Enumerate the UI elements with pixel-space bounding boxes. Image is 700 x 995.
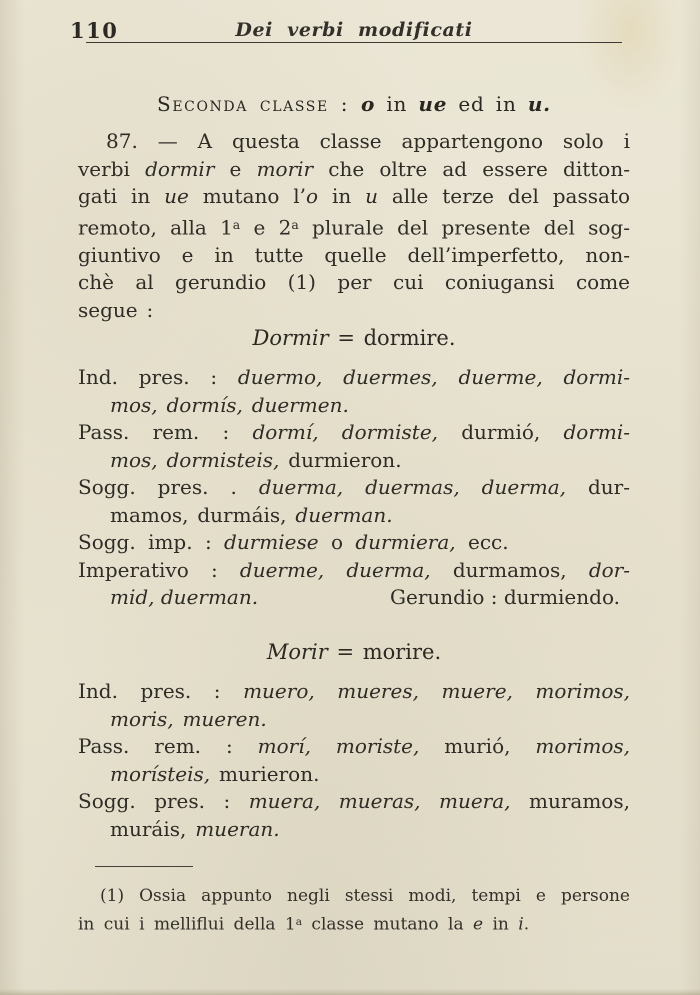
page-number: 110 <box>70 18 119 43</box>
split-right <box>390 584 620 612</box>
text-segment: dur- <box>566 475 630 499</box>
italic-text: Dormir <box>252 326 329 350</box>
italic-text: dormir <box>145 156 215 181</box>
text-segment: muráis, <box>110 816 196 841</box>
text-segment: giuntivo e in tutte quelle dell’imperfetto, non- <box>78 242 630 267</box>
text-segment: durmamos, <box>430 557 589 582</box>
text-line <box>78 297 630 325</box>
text-line <box>78 788 630 816</box>
italic-text: o <box>306 184 319 208</box>
page-header <box>70 16 630 44</box>
conjugation-morir <box>78 678 630 843</box>
conjugation-dormir <box>78 364 630 612</box>
italic-text: morí, moriste, <box>257 734 420 758</box>
text-segment: Ind. pres. : <box>78 679 244 703</box>
text-line <box>78 156 630 184</box>
italic-text: ue <box>418 92 448 116</box>
section-heading <box>78 92 630 122</box>
text-line <box>78 364 630 392</box>
text-line <box>78 733 630 761</box>
italic-text: muera, mueras, muera, <box>248 789 511 813</box>
text-segment: o <box>318 530 356 554</box>
italic-text: dormi- <box>563 420 630 444</box>
verb-title-dormir <box>78 326 630 356</box>
superscript-text: a <box>232 216 241 232</box>
text-line <box>78 419 630 447</box>
text-line <box>78 584 630 612</box>
text-line <box>78 816 630 844</box>
text-line <box>78 447 630 475</box>
italic-text: Morir <box>266 640 328 664</box>
text-segment: mutano l’ <box>188 184 307 208</box>
italic-text: ue <box>164 184 189 208</box>
italic-text: e <box>473 914 484 935</box>
italic-text: duermo, duermes, duerme, dormi- <box>237 365 631 389</box>
text-line <box>78 884 630 910</box>
text-segment: Pass. rem. : <box>78 420 253 444</box>
text-line <box>78 502 630 530</box>
italic-text: dormí, dormiste, <box>252 420 439 444</box>
italic-text: o <box>361 92 376 116</box>
footnote <box>78 884 630 938</box>
text-segment: segue : <box>78 297 154 322</box>
text-segment: plurale del presente del sog- <box>298 215 630 240</box>
text-segment: Sogg. imp. : <box>78 530 225 554</box>
italic-text: duerman. <box>295 502 393 527</box>
footnote-rule <box>95 866 193 867</box>
text-line <box>78 557 630 585</box>
italic-text: i <box>518 914 524 935</box>
text-segment: = dormire. <box>328 326 456 350</box>
italic-text: durmiese <box>224 530 319 554</box>
text-segment: gati in <box>78 184 165 208</box>
text-line <box>78 678 630 706</box>
text-line <box>78 910 630 938</box>
text-segment: murieron. <box>210 761 320 786</box>
text-line <box>78 242 630 270</box>
italic-text: u <box>365 184 378 208</box>
text-segment: remoto, alla 1 <box>78 215 233 240</box>
italic-text: dor- <box>588 557 630 582</box>
text-segment: Ind. pres. : <box>78 365 238 389</box>
scan-edge-shadow <box>0 989 700 995</box>
text-segment: durmió, <box>438 420 564 444</box>
verb-title-morir <box>78 640 630 670</box>
text-line <box>78 761 630 789</box>
text-segment: e 2 <box>240 215 292 240</box>
text-segment: Sogg. pres. . <box>78 475 259 499</box>
text-line <box>78 392 630 420</box>
text-line <box>78 474 630 502</box>
text-segment: = morire. <box>327 640 442 664</box>
italic-text: morísteis, <box>110 761 211 786</box>
superscript-text: a <box>295 915 303 928</box>
text-line <box>78 211 630 242</box>
text-segment: Imperativo : <box>78 557 240 582</box>
italic-text: morir <box>256 156 314 181</box>
superscript-text: a <box>291 216 299 232</box>
italic-text: duerma, duermas, duerma, <box>258 475 567 499</box>
text-segment: Seconda classe : <box>157 92 362 116</box>
italic-text: mid, duerman. <box>110 585 259 609</box>
text-line <box>78 269 630 297</box>
text-line <box>78 706 630 734</box>
italic-text: morimos, <box>535 734 630 758</box>
italic-text: moris, mueren. <box>110 706 267 731</box>
text-segment: in <box>318 184 366 208</box>
text-segment: murió, <box>419 734 536 758</box>
text-segment: e <box>214 156 257 181</box>
text-segment: chè al gerundio (1) per cui coniugansi come <box>78 270 630 295</box>
text-segment: alle terze del passato <box>377 184 631 208</box>
text-segment: ed in <box>447 92 528 116</box>
header-rule <box>86 42 622 43</box>
italic-text: duerme, duerma, <box>239 557 431 582</box>
running-title: Dei verbi modificati <box>235 19 473 41</box>
split-left <box>110 584 258 612</box>
text-segment: 87. — A questa classe appartengono solo i <box>106 129 630 153</box>
italic-text: durmiera, <box>355 530 456 554</box>
text-segment: Pass. rem. : <box>78 734 258 758</box>
text-segment: verbi <box>78 156 146 181</box>
text-segment: mamos, durmáis, <box>110 502 296 527</box>
text-segment: Gerundio : durmiendo. <box>390 585 620 609</box>
text-segment: durmieron. <box>279 447 402 472</box>
italic-text: mos, dormís, duermen. <box>110 392 349 417</box>
text-segment: Sogg. pres. : <box>78 789 249 813</box>
italic-text: muero, mueres, muere, morimos, <box>243 679 631 703</box>
italic-text: u. <box>527 92 551 116</box>
text-segment: (1) Ossia appunto negli stessi modi, tempi e persone <box>100 886 630 906</box>
text-segment: che oltre ad essere ditton- <box>313 156 630 181</box>
text-segment: in cui i melliflui della 1 <box>78 914 296 935</box>
text-segment: muramos, <box>510 789 630 813</box>
text-segment: . <box>523 914 530 935</box>
intro-paragraph <box>78 128 630 324</box>
italic-text: mos, dormisteis, <box>110 447 280 472</box>
text-segment: ecc. <box>455 530 509 554</box>
text-line <box>78 183 630 211</box>
text-line <box>78 128 630 156</box>
text-segment: in <box>375 92 419 116</box>
text-segment: classe mutano la <box>302 914 474 935</box>
text-segment: in <box>483 914 519 935</box>
text-line <box>78 529 630 557</box>
italic-text: mueran. <box>195 816 280 841</box>
